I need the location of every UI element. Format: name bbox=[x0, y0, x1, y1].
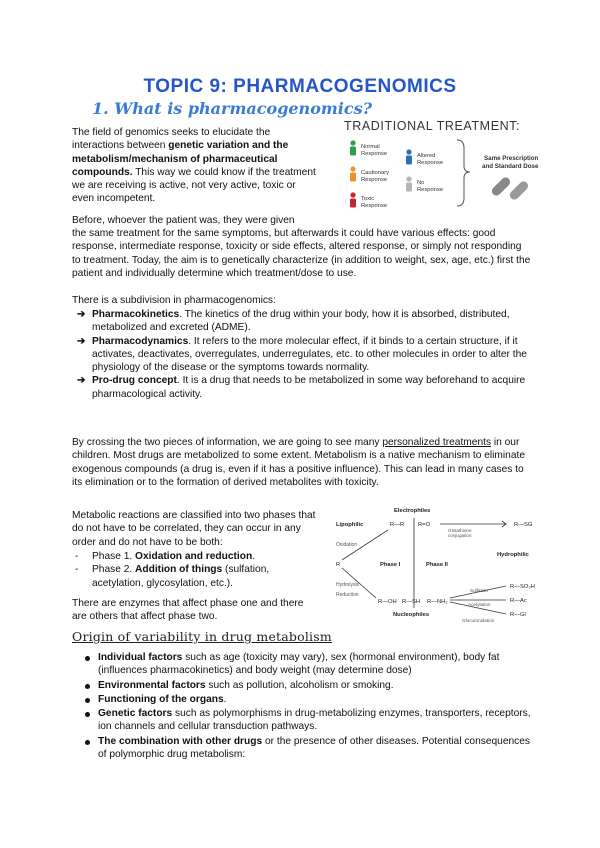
arrow-icon: ➔ bbox=[77, 335, 86, 347]
list-item: ➔ Pharmacodynamics. It refers to the more molecular effect, if it binds to a certain structure, if it activates, deactivates, overregulates, underregulates, etc. to other molecules in order to alter the physiology of the disease or the symptoms towards normality. bbox=[77, 335, 527, 374]
metabolism-phases-svg bbox=[330, 504, 540, 624]
phase-list bbox=[72, 550, 320, 590]
bullet-icon bbox=[85, 712, 90, 717]
pill-icon bbox=[490, 176, 530, 202]
subdivision-intro: There is a subdivision in pharmacogenomics: bbox=[72, 295, 276, 306]
r-oh-text: R—OH bbox=[378, 599, 397, 605]
figure1-title: TRADITIONAL TREATMENT: bbox=[344, 119, 521, 133]
list-item: Environmental factors such as pollution, alcoholism or smoking. bbox=[72, 679, 534, 692]
enzymes-paragraph: There are enzymes that affect phase one and there are others that affect phase two. bbox=[72, 598, 304, 623]
section-heading-what-is: 1. What is pharmacogenomics? bbox=[92, 99, 372, 118]
r-sh-text: R—SH bbox=[402, 599, 421, 605]
list-item: - Phase 2. Addition of things (sulfation, acetylation, glycosylation, etc.). bbox=[75, 564, 270, 589]
legend-none: No Response bbox=[417, 180, 444, 193]
r-so3h-text: R—SO₃H bbox=[510, 584, 535, 590]
page-title: TOPIC 9: PHARMACOGENOMICS bbox=[143, 76, 457, 97]
list-item: - Phase 1. Oxidation and reduction. bbox=[75, 551, 256, 562]
list-item: Individual factors such as age (toxicity may vary), sex (hormonal environment), body fat (influences pharmacokinetics) and body weight (may determine dose) bbox=[72, 651, 534, 678]
phase2-label: Phase II bbox=[426, 562, 448, 568]
cautionary-person-icon bbox=[350, 166, 356, 181]
reduction-label: Reduction bbox=[336, 592, 359, 598]
nucleophiles-label: Nucleophiles bbox=[393, 612, 430, 618]
arrow-icon: ➔ bbox=[77, 309, 86, 320]
r-gl-text: R—Gl bbox=[510, 612, 526, 618]
list-item: ➔ Pharmacokinetics. The kinetics of the drug within your body, how it is absorbed, distributed, metabolized and excreted (ADME). bbox=[77, 309, 510, 334]
brace-shape bbox=[457, 140, 470, 206]
list-item: Functioning of the organs. bbox=[72, 693, 534, 706]
list-item: The combination with other drugs or the presence of other diseases. Potential consequences of polymorphic drug metabolism: bbox=[72, 735, 534, 762]
crossing-paragraph: By crossing the two pieces of information, we are going to see many personalized treatments in our children. Most drugs are metabolized to some extent. Metabolism is a native mechanism to eliminate exogenous compounds (a drug is, even if it has a positive influence). This can lead in many cases to its elimination or to the formation of derived metabolites with toxicity. bbox=[72, 437, 525, 488]
altered-person-icon bbox=[406, 149, 412, 164]
intro-before-continued: the same treatment for the same symptoms, but afterwards it could have various effects: good response, intermediate response, toxicity or side effects, altered response, or simply not responding to treatment. Today, the aim is to genetically characterize (in addition to weight, sex, age, etc.) first the patient and individually determine which treatment/dose to use. bbox=[72, 228, 531, 279]
sulfation-label: Sulfation bbox=[470, 588, 488, 593]
r-ac-text: R—Ac bbox=[510, 598, 527, 604]
traditional-treatment-svg bbox=[332, 112, 540, 220]
r-nh2-text: R—NH₂ bbox=[427, 599, 448, 605]
no-response-person-icon bbox=[406, 176, 412, 191]
intro-before-text: Before, whoever the patient was, they were given bbox=[72, 215, 295, 226]
r-sg-text: R—SG bbox=[514, 522, 533, 528]
legend-normal: Normal Response bbox=[361, 144, 388, 157]
factors-list bbox=[72, 651, 534, 762]
lipophilic-label: Lipophilic bbox=[336, 522, 364, 528]
legend-altered: Altered Response bbox=[417, 153, 444, 166]
section-heading-origin-variability: Origin of variability in drug metabolism bbox=[72, 629, 332, 644]
personalized-treatments-link: personalized treatments bbox=[382, 437, 492, 448]
r-o-text: R=O bbox=[418, 522, 431, 528]
metabolic-paragraph: Metabolic reactions are classified into two phases that do not have to be correlated, they can occur in any order and do not have to be both: bbox=[72, 510, 316, 548]
traditional-treatment-figure bbox=[332, 112, 540, 220]
metabolism-phases-figure bbox=[330, 504, 540, 624]
subdivision-list bbox=[72, 308, 532, 401]
normal-person-icon bbox=[350, 140, 356, 155]
same-prescription-label: Same Prescription and Standard Dose bbox=[482, 155, 539, 170]
glucuronidation-label: Glucuronidation bbox=[462, 618, 495, 623]
bullet-icon bbox=[85, 698, 90, 703]
hydrophilic-label: Hydrophilic bbox=[497, 552, 529, 558]
list-item: ➔ Pro-drug concept. It is a drug that needs to be metabolized in some way beforehand to acquire pharmacological activity. bbox=[77, 375, 526, 400]
legend-cautionary: Cautionary Response bbox=[361, 170, 390, 183]
toxic-person-icon bbox=[350, 192, 356, 207]
arrow-icon: ➔ bbox=[77, 375, 86, 387]
bullet-icon bbox=[85, 684, 90, 689]
list-item: Genetic factors such as polymorphisms in drug-metabolizing enzymes, transporters, receptors, ion channels and cellular transduction pathways. bbox=[72, 707, 534, 734]
electrophiles-label: Electrophiles bbox=[394, 508, 431, 514]
bullet-icon bbox=[85, 740, 90, 745]
r-text: R bbox=[336, 562, 341, 568]
r-r-text: R—R bbox=[390, 522, 405, 528]
phase1-label: Phase I bbox=[380, 562, 401, 568]
oxidation-label: Oxidation bbox=[336, 542, 358, 548]
acetylation-label: Acetylation bbox=[468, 602, 491, 607]
legend-toxic: Toxic Response bbox=[361, 196, 388, 209]
glutathione-label: Glutathione conjugation bbox=[448, 528, 472, 538]
bullet-icon bbox=[85, 656, 90, 661]
intro-paragraph: The field of genomics seeks to elucidate the interactions between genetic variation and the metabolism/mechanism of pharmaceutical compounds. This way we could know if the treatment we are receiving is active, not very active, toxic or even incompetent. bbox=[72, 127, 316, 205]
hydrolysis-label: Hydrolysis bbox=[336, 582, 360, 588]
